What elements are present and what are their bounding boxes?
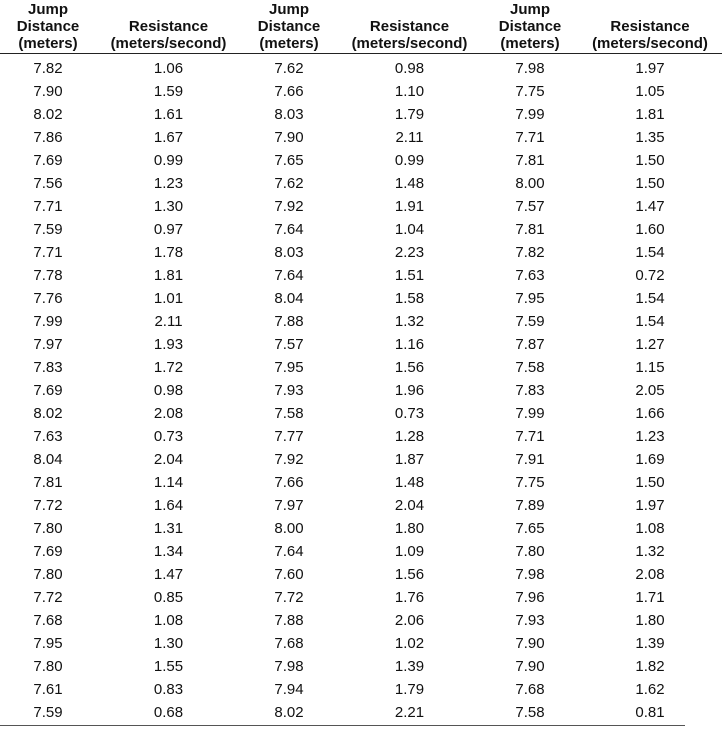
cell-jump-distance: 7.90 — [274, 129, 304, 146]
cell-resistance: 1.01 — [153, 290, 184, 307]
cell-resistance: 1.32 — [635, 543, 665, 560]
cell-resistance: 2.11 — [154, 313, 183, 330]
cell-resistance: 1.97 — [635, 60, 665, 77]
cell-jump-distance: 7.66 — [274, 474, 304, 491]
cell-jump-distance: 7.80 — [33, 658, 63, 675]
table-row — [0, 563, 722, 586]
cell-jump-distance: 7.82 — [515, 244, 545, 261]
cell-resistance: 1.05 — [635, 83, 665, 100]
cell-jump-distance: 7.98 — [274, 658, 304, 675]
header-text-line: Jump — [268, 1, 309, 18]
cell-resistance: 1.30 — [153, 635, 184, 652]
header-text-line: Distance — [498, 18, 562, 35]
cell-jump-distance: 7.90 — [515, 635, 545, 652]
cell-jump-distance: 8.02 — [274, 704, 304, 721]
cell-jump-distance: 7.83 — [515, 382, 545, 399]
cell-jump-distance: 7.58 — [515, 704, 545, 721]
header-text-line: Resistance — [610, 18, 690, 35]
cell-jump-distance: 7.75 — [515, 474, 545, 491]
cell-resistance: 1.66 — [635, 405, 665, 422]
cell-resistance: 1.23 — [153, 175, 184, 192]
cell-jump-distance: 8.02 — [33, 106, 63, 123]
cell-resistance: 0.68 — [153, 704, 184, 721]
cell-resistance: 1.50 — [635, 152, 665, 169]
table-row — [0, 172, 722, 195]
cell-resistance: 0.98 — [394, 60, 425, 77]
cell-jump-distance: 7.94 — [274, 681, 304, 698]
cell-jump-distance: 7.98 — [515, 566, 545, 583]
cell-resistance: 0.73 — [394, 405, 425, 422]
cell-jump-distance: 7.59 — [515, 313, 545, 330]
cell-resistance: 2.23 — [394, 244, 425, 261]
cell-resistance: 1.56 — [394, 566, 425, 583]
table-row — [0, 126, 722, 149]
table-row — [0, 632, 722, 655]
cell-resistance: 1.39 — [394, 658, 425, 675]
cell-resistance: 1.67 — [153, 129, 184, 146]
cell-resistance: 0.73 — [153, 428, 184, 445]
cell-jump-distance: 7.82 — [33, 60, 63, 77]
cell-resistance: 1.79 — [394, 681, 425, 698]
cell-jump-distance: 7.60 — [274, 566, 304, 583]
table-row — [0, 333, 722, 356]
cell-resistance: 2.04 — [394, 497, 425, 514]
cell-jump-distance: 7.95 — [33, 635, 63, 652]
cell-jump-distance: 7.72 — [274, 589, 304, 606]
table-row — [0, 425, 722, 448]
cell-jump-distance: 7.83 — [33, 359, 63, 376]
cell-resistance: 0.81 — [635, 704, 665, 721]
cell-resistance: 1.32 — [394, 313, 425, 330]
cell-resistance: 1.72 — [153, 359, 184, 376]
cell-jump-distance: 7.99 — [515, 405, 545, 422]
header-row — [0, 0, 722, 54]
cell-resistance: 1.47 — [153, 566, 184, 583]
cell-resistance: 1.91 — [394, 198, 425, 215]
cell-resistance: 0.99 — [153, 152, 184, 169]
cell-resistance: 1.81 — [153, 267, 184, 284]
cell-jump-distance: 7.90 — [515, 658, 545, 675]
header-text-line: (meters) — [500, 35, 560, 52]
cell-jump-distance: 7.59 — [33, 704, 63, 721]
cell-jump-distance: 7.69 — [33, 382, 63, 399]
cell-jump-distance: 7.93 — [274, 382, 304, 399]
cell-resistance: 2.21 — [394, 704, 425, 721]
cell-resistance: 1.16 — [394, 336, 425, 353]
cell-jump-distance: 7.91 — [515, 451, 545, 468]
cell-jump-distance: 7.63 — [33, 428, 63, 445]
table-row — [0, 149, 722, 172]
cell-resistance: 1.80 — [635, 612, 665, 629]
header-text-line — [578, 1, 722, 18]
cell-jump-distance: 7.66 — [274, 83, 304, 100]
cell-resistance: 0.85 — [153, 589, 184, 606]
cell-jump-distance: 8.03 — [274, 106, 304, 123]
cell-jump-distance: 7.90 — [33, 83, 63, 100]
header-text-line: (meters/second) — [110, 35, 227, 52]
cell-jump-distance: 7.71 — [33, 244, 63, 261]
table-row — [0, 310, 722, 333]
cell-resistance: 1.78 — [153, 244, 184, 261]
cell-resistance: 2.04 — [153, 451, 184, 468]
cell-resistance: 1.39 — [635, 635, 665, 652]
cell-resistance: 1.50 — [635, 175, 665, 192]
cell-resistance: 2.05 — [635, 382, 665, 399]
table-header — [0, 0, 722, 54]
cell-resistance: 1.56 — [394, 359, 425, 376]
cell-resistance: 1.69 — [635, 451, 665, 468]
table-row — [0, 402, 722, 425]
table-row — [0, 517, 722, 540]
cell-jump-distance: 7.58 — [274, 405, 304, 422]
cell-jump-distance: 7.57 — [274, 336, 304, 353]
cell-jump-distance: 7.69 — [33, 152, 63, 169]
cell-jump-distance: 7.61 — [33, 681, 63, 698]
cell-resistance: 0.98 — [153, 382, 184, 399]
cell-jump-distance: 7.68 — [274, 635, 304, 652]
header-resistance — [337, 0, 482, 54]
cell-resistance: 1.93 — [153, 336, 184, 353]
cell-jump-distance: 7.77 — [274, 428, 304, 445]
header-text-line: Jump — [509, 1, 550, 18]
cell-resistance: 1.76 — [394, 589, 425, 606]
table-row — [0, 701, 722, 724]
cell-resistance: 1.51 — [394, 267, 425, 284]
cell-jump-distance: 7.68 — [515, 681, 545, 698]
table-row — [0, 218, 722, 241]
cell-resistance: 1.81 — [635, 106, 665, 123]
table-row — [0, 494, 722, 517]
cell-resistance: 1.64 — [153, 497, 184, 514]
cell-resistance: 1.48 — [394, 474, 425, 491]
cell-resistance: 2.06 — [394, 612, 425, 629]
cell-jump-distance: 7.95 — [274, 359, 304, 376]
cell-resistance: 1.30 — [153, 198, 184, 215]
bottom-rule — [0, 725, 685, 726]
cell-resistance: 1.23 — [635, 428, 665, 445]
cell-resistance: 1.82 — [635, 658, 665, 675]
header-text-line: (meters/second) — [592, 35, 708, 52]
cell-jump-distance: 8.00 — [274, 520, 304, 537]
header-text-line — [337, 1, 482, 18]
header-jump-distance — [482, 0, 578, 54]
cell-resistance: 1.31 — [153, 520, 184, 537]
cell-resistance: 1.59 — [153, 83, 184, 100]
table-row — [0, 379, 722, 402]
cell-jump-distance: 7.80 — [33, 520, 63, 537]
cell-resistance: 1.09 — [394, 543, 425, 560]
cell-jump-distance: 7.76 — [33, 290, 63, 307]
header-text-line: (meters) — [18, 35, 78, 52]
cell-resistance: 1.35 — [635, 129, 665, 146]
cell-jump-distance: 7.96 — [515, 589, 545, 606]
cell-jump-distance: 7.92 — [274, 451, 304, 468]
cell-jump-distance: 7.56 — [33, 175, 63, 192]
cell-resistance: 1.54 — [635, 313, 665, 330]
cell-resistance: 2.08 — [635, 566, 665, 583]
cell-jump-distance: 7.63 — [515, 267, 545, 284]
header-text-line: Distance — [257, 18, 321, 35]
cell-resistance: 1.34 — [153, 543, 184, 560]
cell-jump-distance: 7.58 — [515, 359, 545, 376]
table-row — [0, 241, 722, 264]
cell-resistance: 1.54 — [635, 290, 665, 307]
header-text-line: Resistance — [128, 18, 209, 35]
table-row — [0, 195, 722, 218]
cell-jump-distance: 7.65 — [274, 152, 304, 169]
cell-jump-distance: 7.89 — [515, 497, 545, 514]
table-row — [0, 264, 722, 287]
cell-jump-distance: 7.71 — [33, 198, 63, 215]
cell-resistance: 0.83 — [153, 681, 184, 698]
header-resistance — [578, 0, 722, 54]
cell-resistance: 1.62 — [635, 681, 665, 698]
cell-resistance: 1.60 — [635, 221, 665, 238]
cell-jump-distance: 7.59 — [33, 221, 63, 238]
cell-resistance: 1.02 — [394, 635, 425, 652]
cell-jump-distance: 7.57 — [515, 198, 545, 215]
table-row — [0, 287, 722, 310]
table-row — [0, 655, 722, 678]
cell-resistance: 1.10 — [394, 83, 425, 100]
header-text-line: Jump — [27, 1, 68, 18]
cell-resistance: 1.80 — [394, 520, 425, 537]
cell-resistance: 1.87 — [394, 451, 425, 468]
cell-jump-distance: 7.97 — [274, 497, 304, 514]
cell-jump-distance: 7.71 — [515, 428, 545, 445]
cell-jump-distance: 7.95 — [515, 290, 545, 307]
cell-jump-distance: 8.02 — [33, 405, 63, 422]
cell-resistance: 0.99 — [394, 152, 425, 169]
cell-resistance: 1.08 — [635, 520, 665, 537]
cell-jump-distance: 7.62 — [274, 60, 304, 77]
cell-jump-distance: 7.68 — [33, 612, 63, 629]
cell-jump-distance: 7.87 — [515, 336, 545, 353]
cell-jump-distance: 7.78 — [33, 267, 63, 284]
cell-jump-distance: 7.72 — [33, 589, 63, 606]
table-row — [0, 80, 722, 103]
cell-resistance: 1.14 — [153, 474, 184, 491]
table-row — [0, 448, 722, 471]
cell-jump-distance: 7.88 — [274, 313, 304, 330]
cell-jump-distance: 7.92 — [274, 198, 304, 215]
cell-resistance: 1.54 — [635, 244, 665, 261]
header-text-line: (meters) — [259, 35, 319, 52]
cell-jump-distance: 8.04 — [33, 451, 63, 468]
cell-jump-distance: 7.97 — [33, 336, 63, 353]
cell-jump-distance: 7.80 — [33, 566, 63, 583]
table-body — [0, 54, 722, 725]
cell-resistance: 1.79 — [394, 106, 425, 123]
cell-resistance: 1.28 — [394, 428, 425, 445]
cell-resistance: 2.11 — [395, 129, 424, 146]
cell-resistance: 1.61 — [153, 106, 184, 123]
header-resistance — [96, 0, 241, 54]
cell-jump-distance: 7.71 — [515, 129, 545, 146]
cell-resistance: 1.55 — [153, 658, 184, 675]
cell-jump-distance: 7.64 — [274, 543, 304, 560]
header-jump-distance — [0, 0, 96, 54]
cell-jump-distance: 7.72 — [33, 497, 63, 514]
table-row — [0, 586, 722, 609]
header-text-line: Resistance — [369, 18, 450, 35]
cell-jump-distance: 8.03 — [274, 244, 304, 261]
cell-resistance: 1.96 — [394, 382, 425, 399]
cell-jump-distance: 7.99 — [33, 313, 63, 330]
cell-resistance: 1.48 — [394, 175, 425, 192]
cell-jump-distance: 7.98 — [515, 60, 545, 77]
cell-resistance: 1.06 — [153, 60, 184, 77]
cell-jump-distance: 7.81 — [515, 221, 545, 238]
cell-jump-distance: 7.86 — [33, 129, 63, 146]
cell-jump-distance: 7.65 — [515, 520, 545, 537]
cell-jump-distance: 7.64 — [274, 221, 304, 238]
cell-resistance: 1.58 — [394, 290, 425, 307]
cell-resistance: 1.08 — [153, 612, 184, 629]
cell-resistance: 1.97 — [635, 497, 665, 514]
cell-jump-distance: 7.62 — [274, 175, 304, 192]
cell-resistance: 1.27 — [635, 336, 665, 353]
cell-resistance: 1.47 — [635, 198, 665, 215]
header-jump-distance — [241, 0, 337, 54]
cell-jump-distance: 7.80 — [515, 543, 545, 560]
cell-jump-distance: 8.04 — [274, 290, 304, 307]
table-row — [0, 356, 722, 379]
cell-resistance: 1.50 — [635, 474, 665, 491]
cell-resistance: 0.72 — [635, 267, 665, 284]
cell-resistance: 1.04 — [394, 221, 425, 238]
cell-jump-distance: 7.64 — [274, 267, 304, 284]
table-row — [0, 609, 722, 632]
header-text-line — [96, 1, 241, 18]
cell-jump-distance: 7.93 — [515, 612, 545, 629]
cell-jump-distance: 7.99 — [515, 106, 545, 123]
cell-jump-distance: 7.81 — [33, 474, 63, 491]
header-text-line: Distance — [16, 18, 80, 35]
header-text-line: (meters/second) — [351, 35, 468, 52]
cell-resistance: 1.71 — [635, 589, 665, 606]
table-row — [0, 103, 722, 126]
table-row — [0, 54, 722, 81]
cell-resistance: 0.97 — [153, 221, 184, 238]
table-row — [0, 540, 722, 563]
cell-jump-distance: 7.75 — [515, 83, 545, 100]
cell-resistance: 1.15 — [635, 359, 665, 376]
cell-jump-distance: 7.88 — [274, 612, 304, 629]
cell-resistance: 2.08 — [153, 405, 184, 422]
cell-jump-distance: 8.00 — [515, 175, 545, 192]
cell-jump-distance: 7.81 — [515, 152, 545, 169]
table-row — [0, 471, 722, 494]
cell-jump-distance: 7.69 — [33, 543, 63, 560]
table-row — [0, 678, 722, 701]
